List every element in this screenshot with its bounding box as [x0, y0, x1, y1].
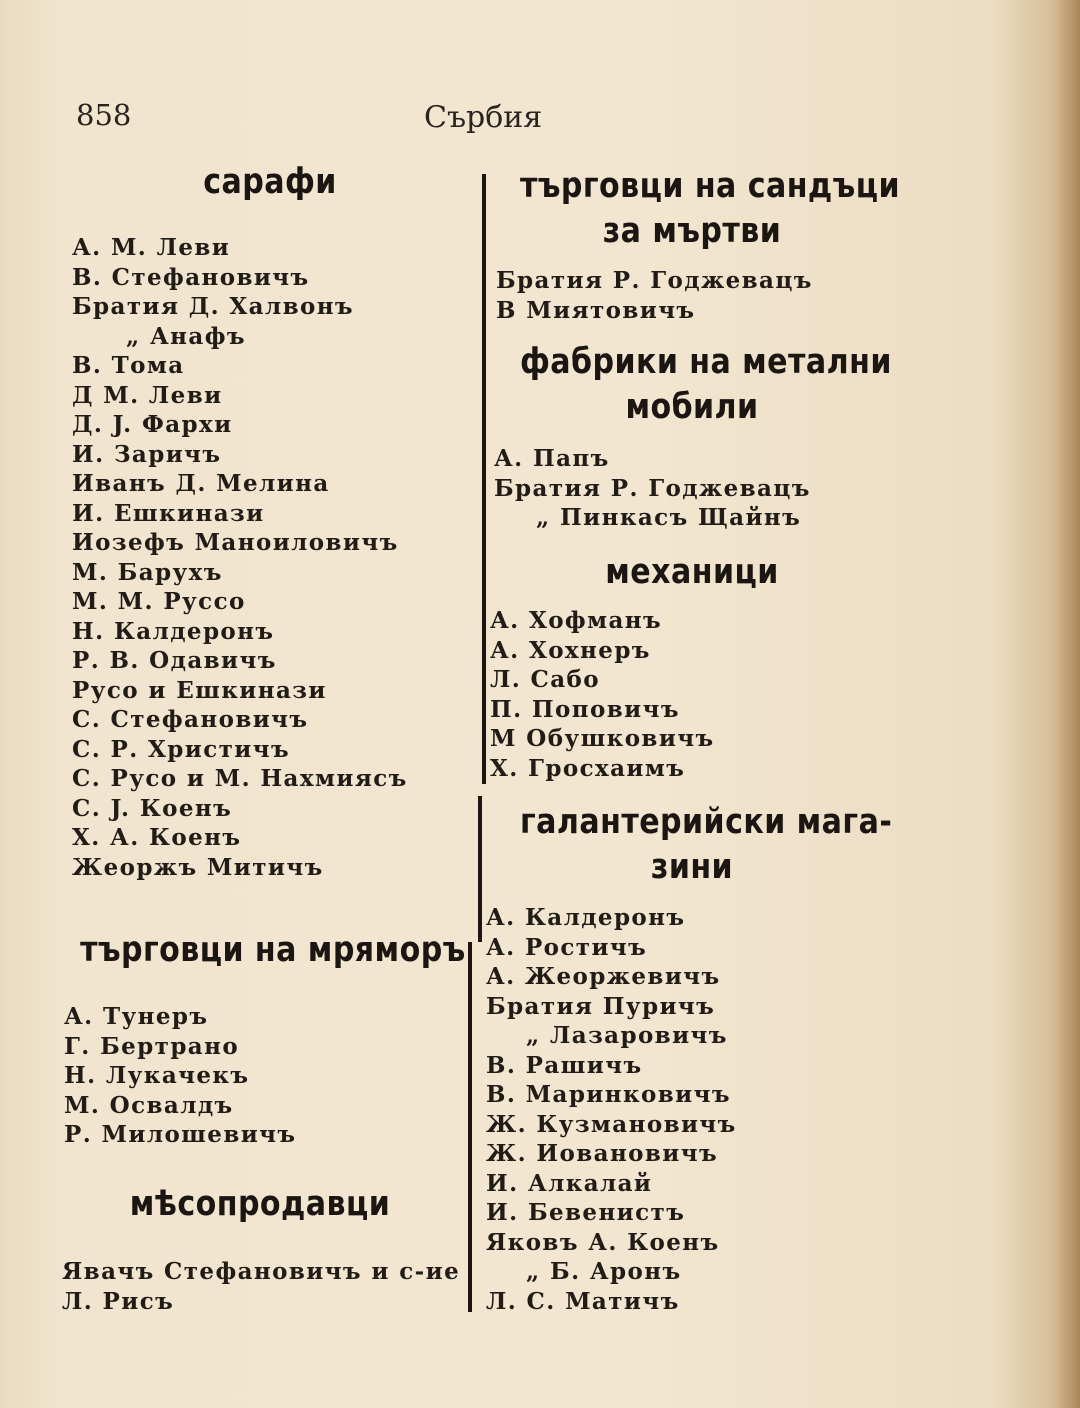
column-rule — [482, 174, 486, 784]
list-item: Р. Милошевичъ — [64, 1121, 297, 1148]
list-item: Братия Р. Годжевацъ — [496, 267, 813, 294]
list-item: В Миятовичъ — [496, 296, 696, 324]
list-item: И. Заричъ — [72, 440, 222, 468]
section-title-sarafi: сарафи — [203, 162, 337, 202]
section-title-line: галантерийски мага- — [520, 802, 893, 842]
list-item: „ Пинкасъ Щайнъ — [536, 504, 802, 531]
column-rule — [468, 942, 472, 1312]
list-item: С. Р. Христичъ — [72, 735, 291, 763]
section-title-metal-furniture — [520, 340, 892, 430]
list-item: Л. С. Матичъ — [486, 1287, 680, 1315]
list-item: Жеоржъ Митичъ — [72, 853, 324, 881]
list-item: „ Лазаровичъ — [526, 1022, 728, 1049]
list-item: А. Тунеръ — [64, 1003, 209, 1030]
page-number: 858 — [76, 98, 132, 132]
list-item: „ Анафъ — [126, 322, 246, 350]
running-title: Сърбия — [424, 100, 543, 135]
list-item: Д. J. Фархи — [72, 411, 233, 438]
list-item: Д М. Леви — [72, 381, 223, 409]
section-title-haberdashery — [520, 800, 893, 890]
list-item: Х. А. Коенъ — [72, 824, 242, 851]
list-item: С. Русо и М. Нахмиясъ — [72, 765, 408, 792]
section-list-haberdashery — [486, 903, 737, 1316]
page-edge-shadow — [1056, 0, 1080, 1408]
section-title-line: за мъртви — [602, 211, 782, 251]
section-title-butchers: мѣсопродавци — [129, 1184, 391, 1224]
section-list-sarafi — [72, 233, 408, 882]
list-item: С. Стефановичъ — [72, 706, 309, 733]
list-item: П. Поповичъ — [490, 695, 680, 723]
section-title-line: зини — [650, 847, 734, 887]
column-rule — [478, 796, 482, 942]
list-item: С. J. Коенъ — [72, 794, 233, 822]
list-item: А. Калдеронъ — [486, 904, 686, 931]
list-item: Л. Сабо — [490, 666, 601, 693]
list-item: Иванъ Д. Мелина — [72, 470, 330, 497]
section-title-line: мобили — [625, 387, 759, 427]
section-title-line: фабрики на метални — [520, 342, 892, 382]
list-item: Ж. Кузмановичъ — [486, 1110, 737, 1138]
section-title-coffins — [520, 164, 900, 254]
section-list-metal-furniture — [494, 444, 811, 533]
list-item: Яковъ А. Коенъ — [486, 1228, 720, 1256]
list-item: Явачъ Стефановичъ и с-ие — [62, 1258, 461, 1285]
list-item: А. М. Леви — [72, 234, 231, 261]
list-item: Братия Р. Годжевацъ — [494, 474, 811, 502]
section-title-marble: търговци на мряморъ — [80, 930, 466, 970]
list-item: В. Маринковичъ — [486, 1081, 731, 1108]
list-item: М. М. Руссо — [72, 588, 246, 615]
list-item: А. Жеоржевичъ — [486, 963, 721, 990]
list-item: И. Алкалай — [486, 1169, 653, 1197]
list-item: И. Ешкинази — [72, 499, 265, 527]
list-item: „ Б. Аронъ — [526, 1258, 682, 1285]
list-item: Ж. Иовановичъ — [486, 1140, 719, 1167]
list-item: А. Папъ — [494, 445, 610, 472]
list-item: Г. Бертрано — [64, 1032, 240, 1060]
section-list-butchers — [62, 1257, 460, 1316]
list-item: М Обушковичъ — [490, 725, 715, 752]
list-item: Братия Д. Халвонъ — [72, 293, 354, 320]
section-list-coffins — [496, 266, 813, 325]
section-title-mechanics: механици — [605, 552, 779, 592]
list-item: Н. Калдеронъ — [72, 617, 275, 645]
list-item: Братия Пуричъ — [486, 992, 716, 1020]
list-item: Л. Рисъ — [62, 1287, 175, 1315]
list-item: А. Хофманъ — [490, 607, 663, 634]
list-item: В. Тома — [72, 352, 185, 379]
list-item: М. Освалдъ — [64, 1091, 234, 1119]
list-item: Х. Гросхаимъ — [490, 754, 686, 782]
list-item: И. Бевенистъ — [486, 1199, 686, 1226]
list-item: Н. Лукачекъ — [64, 1062, 250, 1089]
list-item: В. Стефановичъ — [72, 263, 310, 291]
section-title-line: търговци на сандъци — [520, 166, 900, 206]
list-item: А. Ростичъ — [486, 933, 648, 961]
list-item: А. Хохнеръ — [490, 636, 651, 664]
list-item: М. Барухъ — [72, 558, 223, 586]
section-list-mechanics — [490, 606, 715, 783]
section-list-marble — [64, 1002, 296, 1150]
list-item: Иозефъ Маноиловичъ — [72, 529, 399, 556]
list-item: Русо и Ешкинази — [72, 676, 327, 704]
list-item: Р. В. Одавичъ — [72, 647, 277, 674]
list-item: В. Рашичъ — [486, 1051, 643, 1079]
